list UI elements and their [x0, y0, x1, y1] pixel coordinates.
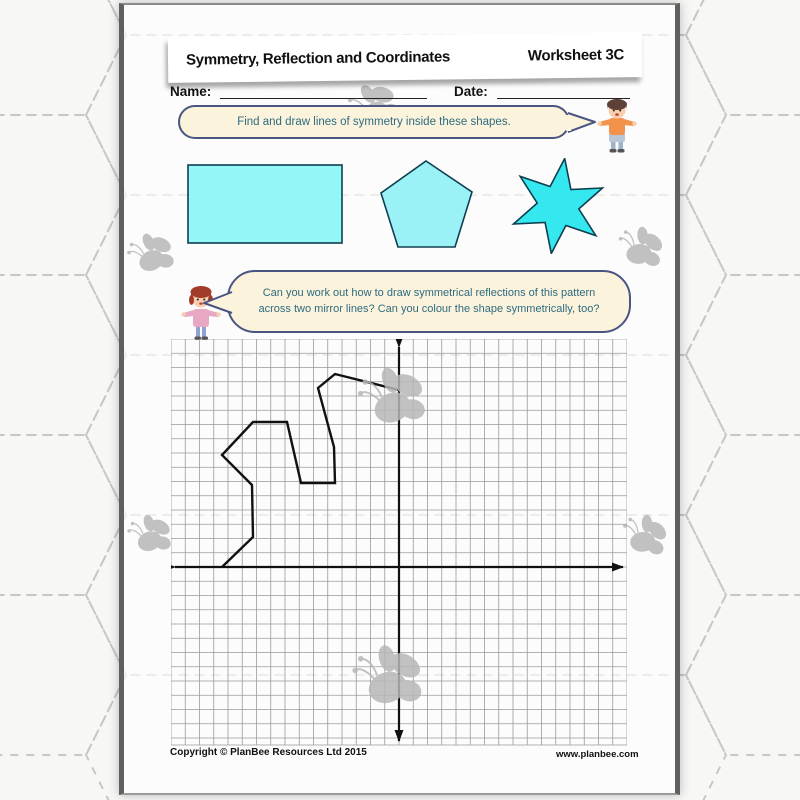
pentagon-shape	[381, 161, 472, 247]
date-label: Date:	[454, 84, 488, 99]
page-title: Symmetry, Reflection and Coordinates	[185, 48, 451, 69]
name-underline	[220, 98, 427, 99]
star-shape	[514, 159, 603, 254]
speech-bubble-2	[227, 270, 631, 333]
bee-icon	[617, 510, 676, 560]
shapes-canvas	[172, 158, 632, 254]
bubble2-text-line1: Can you work out how to draw symmetrical reflections of this pattern	[262, 286, 596, 299]
bubble2-tail-icon	[200, 291, 234, 315]
bubble1-tail-icon	[566, 112, 600, 134]
speech-bubble-1	[178, 105, 570, 139]
bee-icon	[124, 512, 177, 556]
name-label: Name:	[170, 84, 212, 99]
bubble2-text-line2: across two mirror lines? Can you colour the shape symmetrically, too?	[258, 302, 600, 315]
bee-icon	[348, 641, 432, 710]
footer-copyright: Copyright © PlanBee Resources Ltd 2015	[170, 747, 367, 758]
boy-character	[597, 96, 637, 154]
bubble1-text: Find and draw lines of symmetry inside these shapes.	[237, 116, 511, 128]
rectangle-shape	[188, 165, 342, 243]
bee-icon	[613, 223, 670, 272]
footer-website: www.planbee.com	[556, 749, 639, 760]
bee-icon	[352, 361, 436, 432]
worksheet-number: Worksheet 3C	[527, 46, 625, 65]
header-banner	[168, 32, 643, 83]
